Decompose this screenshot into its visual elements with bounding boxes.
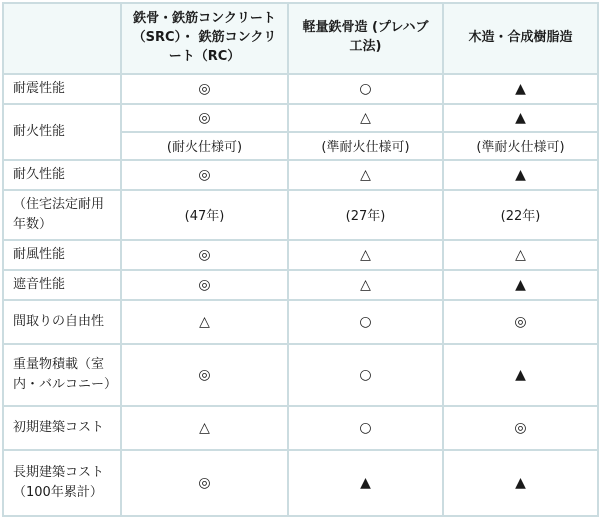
row-sound-insulation — [3, 270, 598, 300]
row-legal-service-life — [3, 190, 598, 240]
rating-cell: ◎ — [121, 450, 288, 516]
rating-cell: ▲ — [443, 344, 598, 406]
header-cell-src-rc: 鉄骨・鉄筋コンクリート（SRC）・ 鉄筋コンクリート（RC） — [121, 3, 288, 74]
row-fire-resistance — [3, 104, 598, 132]
note-cell: (22年) — [443, 190, 598, 240]
header-cell-empty — [3, 3, 121, 74]
note-cell: (準耐火仕様可) — [288, 132, 443, 160]
rating-cell: ○ — [288, 344, 443, 406]
header-cell-wood: 木造・合成樹脂造 — [443, 3, 598, 74]
row-label: 初期建築コスト — [3, 406, 121, 450]
row-seismic — [3, 74, 598, 104]
rating-cell: ◎ — [443, 406, 598, 450]
rating-cell: ◎ — [121, 160, 288, 190]
rating-cell: △ — [288, 240, 443, 270]
row-label: 重量物積載（室内・バルコニー） — [3, 344, 121, 406]
rating-cell: △ — [121, 300, 288, 344]
rating-cell: ◎ — [121, 104, 288, 132]
header-cell-light-steel: 軽量鉄骨造 (プレハブ工法) — [288, 3, 443, 74]
row-label: （住宅法定耐用年数） — [3, 190, 121, 240]
row-layout-flexibility — [3, 300, 598, 344]
rating-cell: ▲ — [288, 450, 443, 516]
row-label: 耐震性能 — [3, 74, 121, 104]
rating-cell: ▲ — [443, 450, 598, 516]
row-initial-cost — [3, 406, 598, 450]
rating-cell: ▲ — [443, 160, 598, 190]
rating-cell: △ — [288, 104, 443, 132]
rating-cell: ▲ — [443, 104, 598, 132]
row-wind-resistance — [3, 240, 598, 270]
rating-cell: ▲ — [443, 270, 598, 300]
row-durability — [3, 160, 598, 190]
note-cell: (47年) — [121, 190, 288, 240]
row-label: 間取りの自由性 — [3, 300, 121, 344]
rating-cell: △ — [288, 160, 443, 190]
note-cell: (耐火仕様可) — [121, 132, 288, 160]
row-longterm-cost — [3, 450, 598, 516]
row-label: 耐風性能 — [3, 240, 121, 270]
header-row — [3, 3, 598, 74]
rating-cell: ◎ — [121, 344, 288, 406]
rating-cell: ○ — [288, 300, 443, 344]
row-heavy-load — [3, 344, 598, 406]
rating-cell: △ — [121, 406, 288, 450]
rating-cell: ◎ — [121, 74, 288, 104]
row-label: 遮音性能 — [3, 270, 121, 300]
row-label: 長期建築コスト（100年累計） — [3, 450, 121, 516]
construction-comparison-table — [2, 2, 599, 517]
note-cell: (27年) — [288, 190, 443, 240]
rating-cell: △ — [288, 270, 443, 300]
row-label: 耐久性能 — [3, 160, 121, 190]
rating-cell: ◎ — [121, 270, 288, 300]
rating-cell: △ — [443, 240, 598, 270]
rating-cell: ○ — [288, 406, 443, 450]
row-label: 耐火性能 — [3, 104, 121, 160]
note-cell: (準耐火仕様可) — [443, 132, 598, 160]
rating-cell: ◎ — [443, 300, 598, 344]
rating-cell: ▲ — [443, 74, 598, 104]
rating-cell: ◎ — [121, 240, 288, 270]
rating-cell: ○ — [288, 74, 443, 104]
